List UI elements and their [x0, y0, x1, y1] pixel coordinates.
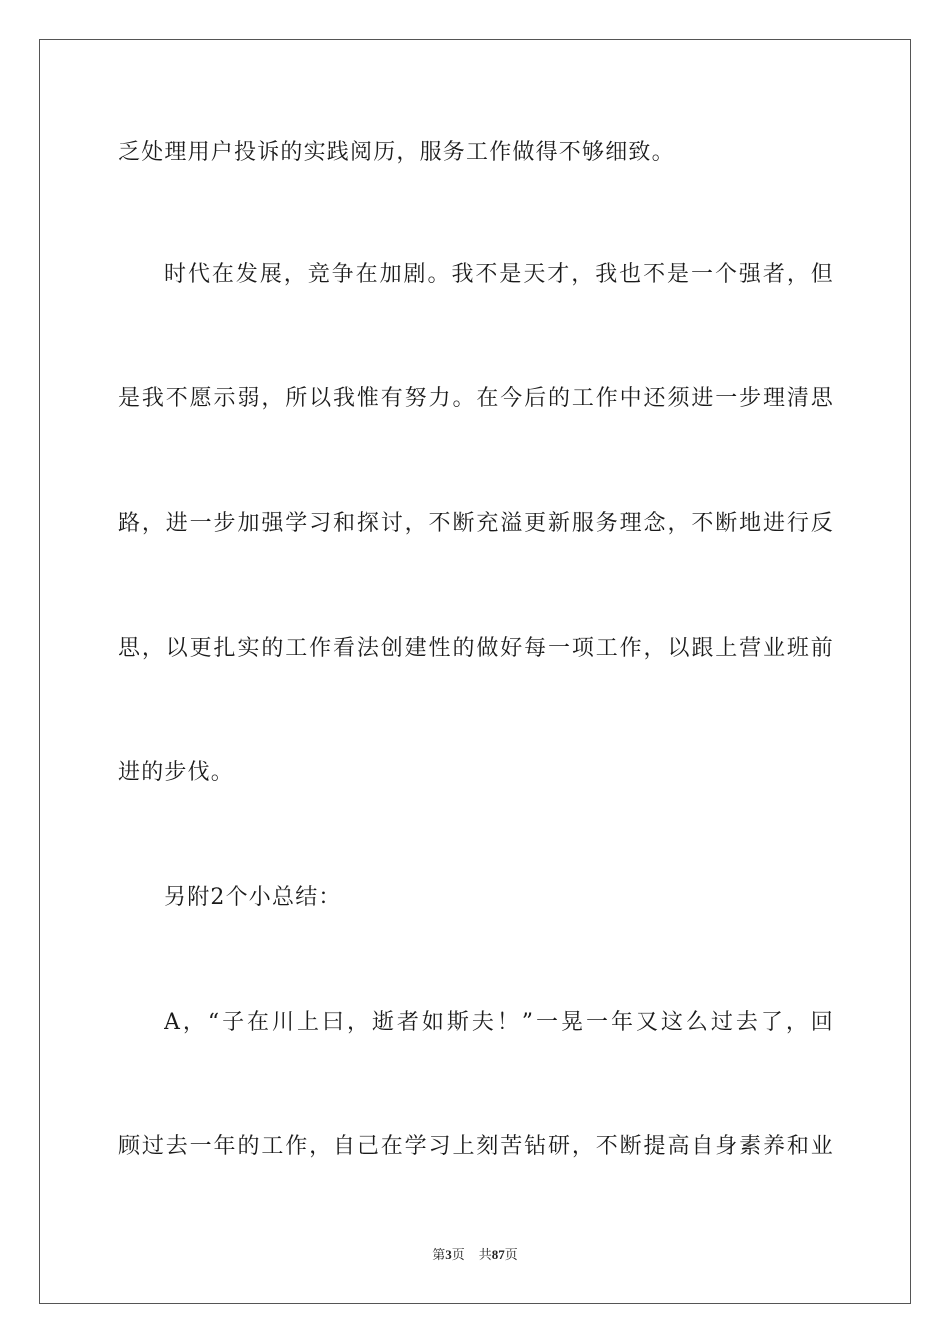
page-border	[39, 39, 911, 1304]
text-line-7: 另附2个小总结：	[164, 885, 342, 910]
page-prefix: 第	[432, 1248, 446, 1263]
text-line-3: 是我不愿示弱，所以我惟有努力。在今后的工作中还须进一步理清思	[118, 386, 834, 411]
text-line-5: 思，以更扎实的工作看法创建性的做好每一项工作，以跟上营业班前	[118, 636, 834, 661]
text-line-8: A，“子在川上曰，逝者如斯夫！”一晃一年又这么过去了，回	[164, 1010, 834, 1035]
total-suffix: 页	[504, 1248, 518, 1263]
total-prefix: 共	[478, 1248, 492, 1263]
text-line-2: 时代在发展，竞争在加剧。我不是天才，我也不是一个强者，但	[164, 262, 834, 287]
text-line-9: 顾过去一年的工作，自己在学习上刻苦钻研，不断提高自身素养和业	[118, 1134, 834, 1159]
text-line-1: 乏处理用户投诉的实践阅历，服务工作做得不够细致。	[118, 140, 675, 165]
page-footer	[0, 1246, 950, 1265]
text-line-6: 进的步伐。	[118, 760, 235, 785]
page-total: 87	[491, 1247, 505, 1262]
text-line-4: 路，进一步加强学习和探讨，不断充溢更新服务理念，不断地进行反	[118, 511, 834, 536]
page-current: 3	[445, 1247, 452, 1262]
page-suffix: 页	[451, 1248, 465, 1263]
